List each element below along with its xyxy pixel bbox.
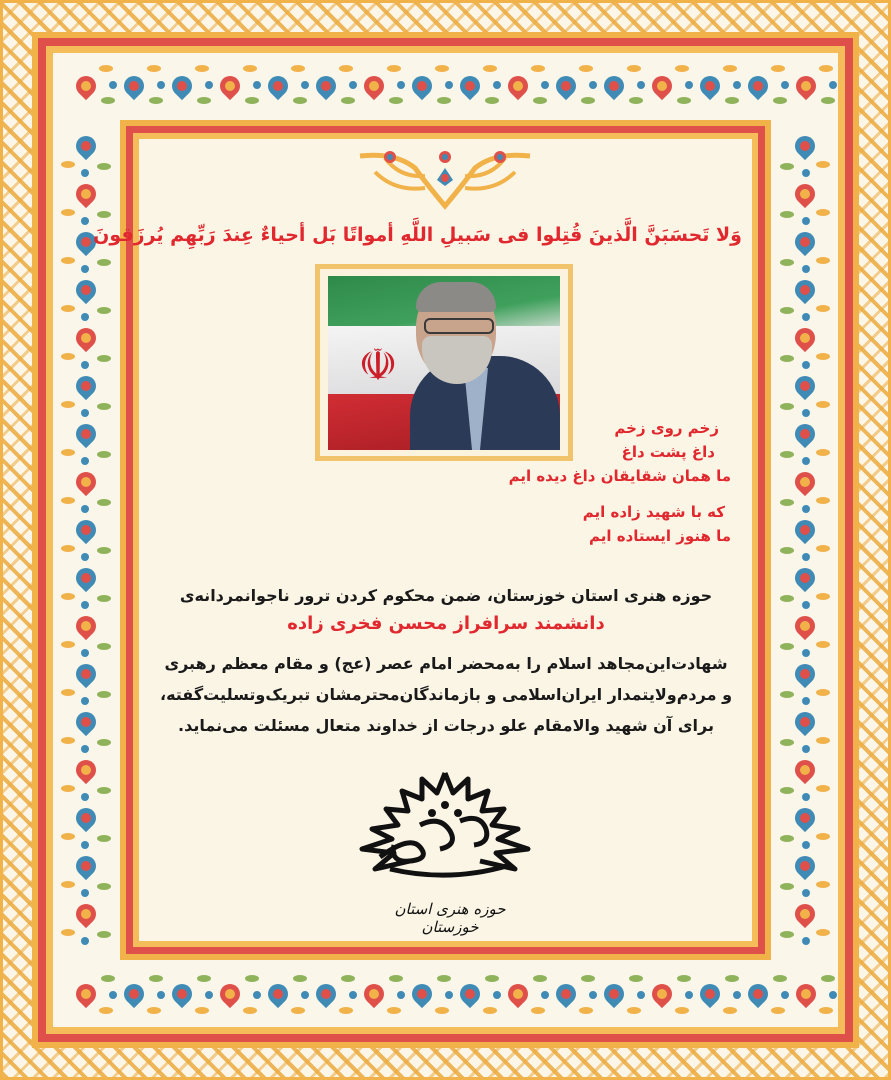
bud-motif-icon (81, 601, 89, 609)
leaf-motif-icon (821, 97, 835, 104)
leaf-motif-icon (780, 547, 794, 554)
leaf-motif-icon (61, 737, 75, 744)
flower-motif-icon (73, 853, 99, 879)
leaf-motif-icon (780, 451, 794, 458)
leaf-motif-icon (339, 65, 353, 72)
flower-motif-icon (792, 853, 818, 879)
flower-motif-icon (792, 277, 818, 303)
leaf-motif-icon (61, 161, 75, 168)
flower-motif-icon (265, 981, 291, 1007)
bud-motif-icon (301, 991, 309, 999)
bud-motif-icon (205, 81, 213, 89)
leaf-motif-icon (99, 1007, 113, 1014)
bud-motif-icon (397, 81, 405, 89)
flower-motif-icon (601, 73, 627, 99)
leaf-motif-icon (97, 691, 111, 698)
flower-motif-icon (73, 517, 99, 543)
leaf-motif-icon (819, 1007, 833, 1014)
bud-motif-icon (802, 649, 810, 657)
flower-motif-icon (265, 73, 291, 99)
leaf-motif-icon (61, 785, 75, 792)
leaf-motif-icon (780, 931, 794, 938)
leaf-motif-icon (581, 97, 595, 104)
flower-motif-icon (792, 517, 818, 543)
flower-motif-icon (313, 73, 339, 99)
leaf-motif-icon (816, 641, 830, 648)
person-hair (416, 282, 496, 312)
leaf-motif-icon (816, 737, 830, 744)
statement-line: و مردم‌ولایتمدار ایران‌اسلامی و بازماندگان‌محترمشان تبریک‌وتسلیت‌گفته، (159, 685, 733, 704)
leaf-motif-icon (245, 97, 259, 104)
statement-line: شهادت‌این‌مجاهد اسلام را به‌محضر امام عصر (عج) و مقام معظم رهبری (164, 654, 728, 673)
leaf-motif-icon (773, 97, 787, 104)
bud-motif-icon (802, 361, 810, 369)
leaf-motif-icon (771, 1007, 785, 1014)
leaf-motif-icon (339, 1007, 353, 1014)
flower-motif-icon (792, 469, 818, 495)
leaf-motif-icon (61, 881, 75, 888)
leaf-motif-icon (61, 305, 75, 312)
bud-motif-icon (802, 793, 810, 801)
leaf-motif-icon (627, 65, 641, 72)
flower-motif-icon (73, 277, 99, 303)
bud-motif-icon (81, 505, 89, 513)
leaf-motif-icon (723, 1007, 737, 1014)
leaf-motif-icon (97, 211, 111, 218)
leaf-motif-icon (816, 305, 830, 312)
bud-motif-icon (157, 81, 165, 89)
leaf-motif-icon (61, 545, 75, 552)
flower-motif-icon (73, 469, 99, 495)
leaf-motif-icon (435, 65, 449, 72)
poem (509, 416, 731, 548)
bud-motif-icon (637, 991, 645, 999)
flower-motif-icon (73, 565, 99, 591)
logo-caption: حوزه هنری استان خوزستان (394, 900, 506, 936)
leaf-motif-icon (816, 449, 830, 456)
leaf-motif-icon (97, 835, 111, 842)
bud-motif-icon (802, 505, 810, 513)
bud-motif-icon (589, 81, 597, 89)
leaf-motif-icon (61, 353, 75, 360)
bud-motif-icon (802, 265, 810, 273)
flower-motif-icon (649, 981, 675, 1007)
leaf-motif-icon (97, 931, 111, 938)
leaf-motif-icon (780, 883, 794, 890)
bud-motif-icon (81, 649, 89, 657)
leaf-motif-icon (61, 929, 75, 936)
flower-motif-icon (73, 757, 99, 783)
bud-motif-icon (81, 361, 89, 369)
bud-motif-icon (81, 169, 89, 177)
bud-motif-icon (493, 991, 501, 999)
bud-motif-icon (802, 745, 810, 753)
bud-motif-icon (802, 313, 810, 321)
flower-motif-icon (121, 981, 147, 1007)
leaf-motif-icon (291, 1007, 305, 1014)
flower-motif-icon (745, 73, 771, 99)
flower-motif-icon (553, 73, 579, 99)
flower-motif-icon (73, 709, 99, 735)
bud-motif-icon (493, 81, 501, 89)
leaf-motif-icon (293, 975, 307, 982)
leaf-motif-icon (149, 97, 163, 104)
bud-motif-icon (802, 841, 810, 849)
leaf-motif-icon (61, 593, 75, 600)
bud-motif-icon (301, 81, 309, 89)
flower-motif-icon (169, 981, 195, 1007)
leaf-motif-icon (97, 451, 111, 458)
bud-motif-icon (109, 81, 117, 89)
martyr-name: دانشمند سرافراز محسن فخری زاده (287, 613, 605, 634)
flower-motif-icon (73, 73, 99, 99)
bud-motif-icon (445, 991, 453, 999)
leaf-motif-icon (245, 975, 259, 982)
leaf-motif-icon (97, 163, 111, 170)
bud-motif-icon (541, 81, 549, 89)
leaf-motif-icon (435, 1007, 449, 1014)
leaf-motif-icon (780, 691, 794, 698)
leaf-motif-icon (195, 1007, 209, 1014)
bud-motif-icon (81, 889, 89, 897)
leaf-motif-icon (99, 65, 113, 72)
leaf-motif-icon (579, 65, 593, 72)
leaf-motif-icon (243, 65, 257, 72)
leaf-motif-icon (485, 97, 499, 104)
flower-motif-icon (73, 421, 99, 447)
leaf-motif-icon (816, 161, 830, 168)
flower-motif-icon (313, 981, 339, 1007)
leaf-motif-icon (97, 403, 111, 410)
flower-motif-icon (792, 133, 818, 159)
bud-motif-icon (829, 81, 837, 89)
leaf-motif-icon (816, 881, 830, 888)
leaf-motif-icon (780, 355, 794, 362)
leaf-motif-icon (195, 65, 209, 72)
flower-motif-icon (792, 565, 818, 591)
flower-motif-icon (457, 73, 483, 99)
bud-motif-icon (445, 81, 453, 89)
leaf-motif-icon (819, 65, 833, 72)
leaf-motif-icon (780, 259, 794, 266)
flower-motif-icon (792, 373, 818, 399)
flower-motif-icon (409, 981, 435, 1007)
leaf-motif-icon (97, 787, 111, 794)
leaf-motif-icon (816, 689, 830, 696)
bud-motif-icon (81, 265, 89, 273)
flower-motif-icon (793, 73, 819, 99)
flower-motif-icon (792, 661, 818, 687)
leaf-motif-icon (437, 97, 451, 104)
leaf-motif-icon (816, 209, 830, 216)
flower-motif-icon (792, 709, 818, 735)
leaf-motif-icon (483, 65, 497, 72)
iran-emblem-icon: ☫ (358, 340, 398, 391)
flower-motif-icon (505, 73, 531, 99)
leaf-motif-icon (389, 975, 403, 982)
leaf-motif-icon (243, 1007, 257, 1014)
leaf-motif-icon (816, 593, 830, 600)
flower-motif-icon (792, 229, 818, 255)
leaf-motif-icon (61, 257, 75, 264)
leaf-motif-icon (773, 975, 787, 982)
leaf-motif-icon (97, 547, 111, 554)
bud-motif-icon (829, 991, 837, 999)
leaf-motif-icon (725, 975, 739, 982)
leaf-motif-icon (723, 65, 737, 72)
leaf-motif-icon (97, 355, 111, 362)
leaf-motif-icon (97, 499, 111, 506)
flower-motif-icon (697, 981, 723, 1007)
leaf-motif-icon (387, 65, 401, 72)
bud-motif-icon (81, 745, 89, 753)
bud-motif-icon (81, 553, 89, 561)
flower-motif-icon (792, 325, 818, 351)
leaf-motif-icon (816, 353, 830, 360)
bud-motif-icon (733, 81, 741, 89)
leaf-motif-icon (816, 785, 830, 792)
leaf-motif-icon (97, 595, 111, 602)
statement-intro: حوزه هنری استان خوزستان، ضمن محکوم کردن ترور ناجوانمردانه‌ی (179, 586, 713, 605)
leaf-motif-icon (780, 595, 794, 602)
flower-motif-icon (409, 73, 435, 99)
statement-body (150, 648, 742, 741)
flower-motif-icon (457, 981, 483, 1007)
bud-motif-icon (253, 991, 261, 999)
flower-motif-icon (73, 373, 99, 399)
leaf-motif-icon (816, 257, 830, 264)
leaf-motif-icon (61, 209, 75, 216)
leaf-motif-icon (780, 211, 794, 218)
leaf-motif-icon (387, 1007, 401, 1014)
flower-motif-icon (745, 981, 771, 1007)
bud-motif-icon (685, 991, 693, 999)
leaf-motif-icon (780, 499, 794, 506)
leaf-motif-icon (629, 975, 643, 982)
leaf-motif-icon (780, 163, 794, 170)
leaf-motif-icon (485, 975, 499, 982)
bud-motif-icon (802, 697, 810, 705)
bud-motif-icon (781, 991, 789, 999)
leaf-motif-icon (821, 975, 835, 982)
flower-motif-icon (73, 181, 99, 207)
flower-motif-icon (792, 901, 818, 927)
leaf-motif-icon (101, 975, 115, 982)
bud-motif-icon (589, 991, 597, 999)
bud-motif-icon (81, 409, 89, 417)
leaf-motif-icon (816, 497, 830, 504)
poem-line: زخم روی زخم (614, 419, 719, 437)
flower-motif-icon (217, 73, 243, 99)
leaf-motif-icon (291, 65, 305, 72)
bud-motif-icon (81, 937, 89, 945)
leaf-motif-icon (61, 833, 75, 840)
bud-motif-icon (81, 217, 89, 225)
leaf-motif-icon (725, 97, 739, 104)
leaf-motif-icon (97, 739, 111, 746)
bud-motif-icon (157, 991, 165, 999)
poem-line: داغ پشت داغ (621, 443, 715, 461)
leaf-motif-icon (437, 975, 451, 982)
leaf-motif-icon (61, 449, 75, 456)
flower-motif-icon (121, 73, 147, 99)
leaf-motif-icon (780, 307, 794, 314)
flower-motif-icon (792, 805, 818, 831)
arabesque-ornament-icon (355, 148, 535, 210)
poem-line: ما همان شقایقان داغ دیده ایم (508, 467, 731, 485)
poem-line: که با شهید زاده ایم (582, 503, 725, 521)
flower-motif-icon (73, 133, 99, 159)
bud-motif-icon (802, 553, 810, 561)
leaf-motif-icon (816, 833, 830, 840)
flower-motif-icon (793, 981, 819, 1007)
leaf-motif-icon (816, 401, 830, 408)
bud-motif-icon (685, 81, 693, 89)
flower-motif-icon (73, 901, 99, 927)
bud-motif-icon (802, 457, 810, 465)
leaf-motif-icon (533, 97, 547, 104)
leaf-motif-icon (147, 65, 161, 72)
bud-motif-icon (802, 937, 810, 945)
leaf-motif-icon (97, 643, 111, 650)
flower-motif-icon (792, 613, 818, 639)
bud-motif-icon (802, 409, 810, 417)
leaf-motif-icon (581, 975, 595, 982)
bud-motif-icon (81, 457, 89, 465)
leaf-motif-icon (531, 65, 545, 72)
flower-motif-icon (217, 981, 243, 1007)
bud-motif-icon (802, 169, 810, 177)
leaf-motif-icon (531, 1007, 545, 1014)
flower-motif-icon (792, 181, 818, 207)
leaf-motif-icon (677, 975, 691, 982)
flower-motif-icon (73, 661, 99, 687)
leaf-motif-icon (197, 975, 211, 982)
bud-motif-icon (733, 991, 741, 999)
bud-motif-icon (802, 601, 810, 609)
leaf-motif-icon (816, 929, 830, 936)
bud-motif-icon (802, 889, 810, 897)
bud-motif-icon (637, 81, 645, 89)
leaf-motif-icon (780, 403, 794, 410)
leaf-motif-icon (389, 97, 403, 104)
flower-motif-icon (649, 73, 675, 99)
flower-motif-icon (361, 73, 387, 99)
flower-motif-icon (553, 981, 579, 1007)
bud-motif-icon (205, 991, 213, 999)
leaf-motif-icon (816, 545, 830, 552)
bud-motif-icon (81, 697, 89, 705)
leaf-motif-icon (780, 739, 794, 746)
flower-motif-icon (792, 757, 818, 783)
flower-motif-icon (169, 73, 195, 99)
bud-motif-icon (349, 81, 357, 89)
leaf-motif-icon (61, 641, 75, 648)
leaf-motif-icon (101, 97, 115, 104)
bud-motif-icon (109, 991, 117, 999)
statement-line: برای آن شهید والامقام علو درجات از خداوند متعال مسئلت می‌نماید. (178, 716, 714, 735)
flower-motif-icon (73, 981, 99, 1007)
leaf-motif-icon (147, 1007, 161, 1014)
leaf-motif-icon (629, 97, 643, 104)
person-glasses (424, 318, 494, 334)
leaf-motif-icon (677, 97, 691, 104)
quran-verse: وَلا تَحسَبَنَّ الَّذینَ قُتِلوا فی سَبیلِ اللَّهِ أمواتًا بَل أحیاءٌ عِندَ رَبِّهِم یُرزَقونَ (93, 224, 742, 246)
leaf-motif-icon (61, 689, 75, 696)
bud-motif-icon (81, 793, 89, 801)
leaf-motif-icon (197, 97, 211, 104)
condolence-statement (150, 582, 742, 741)
leaf-motif-icon (675, 1007, 689, 1014)
leaf-motif-icon (533, 975, 547, 982)
flower-motif-icon (73, 613, 99, 639)
flower-motif-icon (73, 325, 99, 351)
leaf-motif-icon (341, 97, 355, 104)
leaf-motif-icon (675, 65, 689, 72)
bud-motif-icon (781, 81, 789, 89)
bud-motif-icon (81, 841, 89, 849)
leaf-motif-icon (293, 97, 307, 104)
leaf-motif-icon (579, 1007, 593, 1014)
leaf-motif-icon (780, 643, 794, 650)
bud-motif-icon (397, 991, 405, 999)
leaf-motif-icon (627, 1007, 641, 1014)
flower-motif-icon (73, 805, 99, 831)
flower-motif-icon (792, 421, 818, 447)
flower-motif-icon (601, 981, 627, 1007)
flower-motif-icon (361, 981, 387, 1007)
leaf-motif-icon (780, 835, 794, 842)
leaf-motif-icon (780, 787, 794, 794)
bud-motif-icon (349, 991, 357, 999)
leaf-motif-icon (61, 497, 75, 504)
leaf-motif-icon (483, 1007, 497, 1014)
poem-line: ما هنوز ایستاده ایم (588, 527, 731, 545)
leaf-motif-icon (771, 65, 785, 72)
bud-motif-icon (81, 313, 89, 321)
bud-motif-icon (253, 81, 261, 89)
leaf-motif-icon (97, 883, 111, 890)
leaf-motif-icon (149, 975, 163, 982)
leaf-motif-icon (61, 401, 75, 408)
hozeh-honari-logo-icon (350, 765, 540, 880)
flower-motif-icon (505, 981, 531, 1007)
bud-motif-icon (541, 991, 549, 999)
leaf-motif-icon (97, 259, 111, 266)
leaf-motif-icon (341, 975, 355, 982)
leaf-motif-icon (97, 307, 111, 314)
flower-motif-icon (697, 73, 723, 99)
bud-motif-icon (802, 217, 810, 225)
